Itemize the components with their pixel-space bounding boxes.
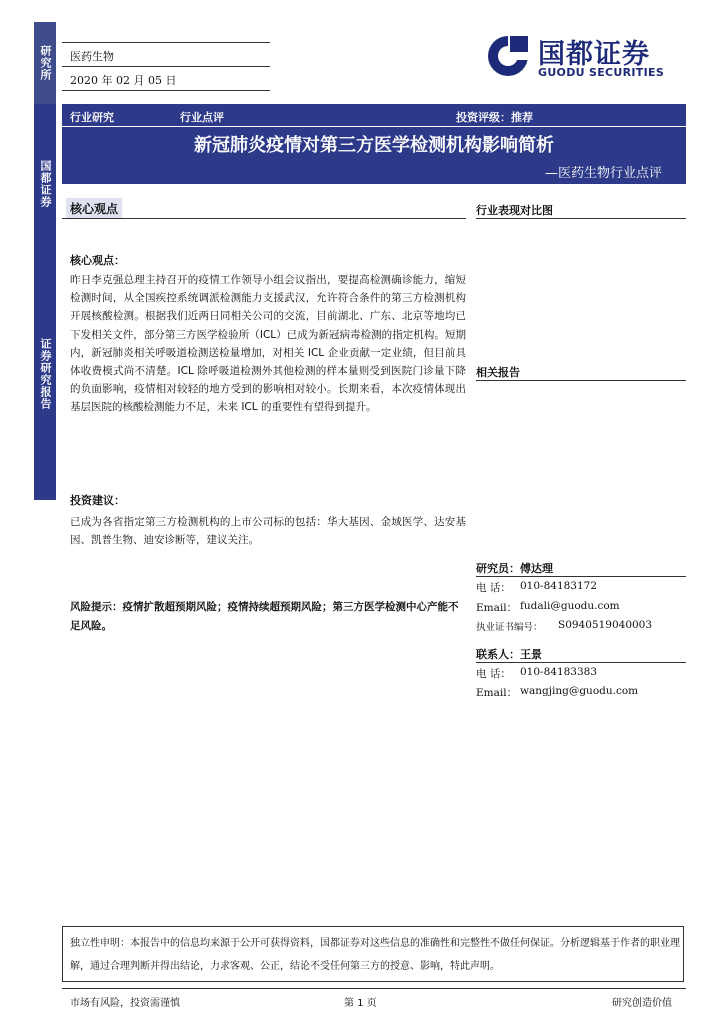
- footer-rule: [62, 988, 686, 989]
- report-subtitle: —医药生物行业点评: [544, 166, 662, 181]
- performance-chart-heading: 行业表现对比图: [476, 204, 553, 217]
- footer-slogan: 研究创造价值: [612, 998, 672, 1009]
- page-number: 第 1 页: [344, 998, 377, 1009]
- disclaimer-text: 独立性申明：本报告中的信息均来源于公开可获得资料，国都证券对这些信息的准确性和完整性不做任何保证。分析逻辑基于作者的职业理解，通过合理判断并得出结论，力求客观、公正，结论不受任何第三方的授意、影响，特此声明。: [70, 938, 680, 972]
- contact-phone: 010-84183383: [520, 666, 598, 678]
- risk-warning: 风险提示：疫情扩散超预期风险；疫情持续超预期风险；第三方医学检测中心产能不足风险。: [70, 601, 459, 632]
- footer-risk-note: 市场有风险，投资需谨慎: [70, 998, 180, 1009]
- analyst-phone: 010-84183172: [520, 580, 598, 592]
- header-rule-top: [62, 42, 270, 43]
- analyst-rule: [476, 576, 686, 577]
- related-reports-rule: [476, 380, 686, 381]
- sector-label: 医药生物: [70, 50, 114, 63]
- report-date: 2020 年 02 月 05 日: [70, 74, 177, 87]
- company-logo-icon: [484, 32, 532, 80]
- related-reports-heading: 相关报告: [476, 366, 520, 379]
- analyst-email-label: Email：: [476, 602, 518, 614]
- sidebar-company-label: 国都证券: [39, 160, 52, 208]
- sidebar-top-band: [34, 22, 56, 104]
- contact-heading: 联系人：王景: [476, 648, 542, 661]
- core-view-heading: 核心观点: [66, 198, 122, 219]
- core-view-text: 昨日李克强总理主持召开的疫情工作领导小组会议指出，要提高检测确诊能力，缩短检测时间，从全国疾控系统调派检测能力支援武汉，允许符合条件的第三方检测机构开展核酸检测。根据我们近两日同相关公司的交流，目前湖北、广东、北京等地均已下发相关文件，部分第三方医学检验所（ICL）已成为新冠病毒检测的指定机构。短期内，新冠肺炎相关呼吸道检测送检量增加，对相关 ICL 企业贡献一定业绩，但目前具体收费模式尚不清楚。ICL 除呼吸道检测外其他检测的样本量则受到医院门诊量下降的负面影响，疫情相对较轻的地方受到的影响相对较小。长期来看，本次疫情体现出基层医院的核酸检测能力不足，未来 ICL 的重要性有望得到提升。: [70, 274, 466, 414]
- tag-industry-research: 行业研究: [70, 111, 114, 124]
- analyst-phone-label: 电 话：: [476, 582, 511, 594]
- header-rule-bottom: [62, 90, 270, 91]
- sidebar-main-band: [34, 104, 56, 500]
- contact-email-label: Email：: [476, 687, 518, 699]
- core-view-subheading: 核心观点：: [70, 254, 125, 267]
- sidebar-report-type-label: 证券研究报告: [39, 338, 52, 410]
- header-rule-mid: [62, 66, 270, 67]
- core-heading-rule: [62, 218, 466, 219]
- investment-advice-subheading: 投资建议：: [70, 494, 125, 507]
- tag-industry-comment: 行业点评: [180, 111, 224, 124]
- contact-phone-label: 电 话：: [476, 668, 511, 680]
- contact-rule: [476, 662, 686, 663]
- analyst-email[interactable]: fudali@guodu.com: [520, 600, 620, 612]
- analyst-cert-label: 执业证书编号：: [476, 622, 543, 633]
- contact-email[interactable]: wangjing@guodu.com: [520, 685, 639, 697]
- investment-rating: 投资评级：推荐: [456, 111, 533, 124]
- performance-chart-rule: [476, 218, 686, 219]
- logo-chinese-name: 国都证券: [538, 39, 650, 70]
- investment-advice-text: 已成为各省指定第三方检测机构的上市公司标的包括：华大基因、金域医学、达安基因、凯普生物、迪安诊断等，建议关注。: [70, 516, 466, 547]
- title-banner-divider: [62, 126, 686, 127]
- sidebar-top-label: 研究所: [39, 45, 52, 81]
- logo-english-name: GUODU SECURITIES: [538, 66, 665, 79]
- report-title: 新冠肺炎疫情对第三方医学检测机构影响简析: [194, 135, 554, 156]
- analyst-cert-number: S0940519040003: [558, 619, 653, 631]
- analyst-heading: 研究员：傅达理: [476, 562, 553, 575]
